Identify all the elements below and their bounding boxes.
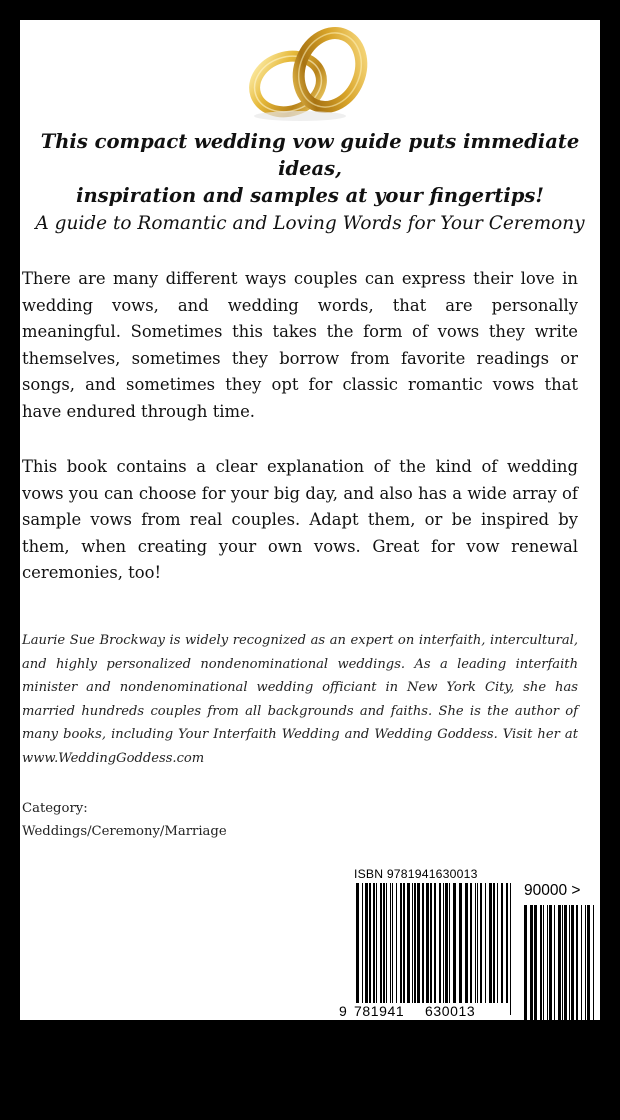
barcode-bar bbox=[414, 883, 416, 1003]
cover-subtitle: A guide to Romantic and Loving Words for Your Ceremony bbox=[35, 213, 585, 234]
barcode-bar bbox=[386, 883, 387, 1003]
barcode-bar bbox=[530, 905, 533, 1020]
barcode-bar bbox=[465, 883, 468, 1003]
barcode-bar bbox=[581, 905, 582, 1020]
barcode-bar bbox=[569, 905, 570, 1020]
barcode-bar bbox=[396, 883, 397, 1003]
barcode-bar bbox=[412, 883, 413, 1003]
barcode-bar bbox=[510, 883, 511, 1015]
barcode-bar bbox=[543, 905, 544, 1020]
category-label: Category: bbox=[22, 801, 88, 816]
barcode-bar bbox=[497, 883, 498, 1003]
barcode-bar bbox=[558, 905, 561, 1020]
barcode-bar bbox=[380, 883, 382, 1003]
barcode-bar bbox=[403, 883, 405, 1003]
tagline-line-1: This compact wedding vow guide puts immediate ideas, bbox=[40, 130, 580, 180]
barcode-bar bbox=[459, 883, 462, 1003]
barcode-bar bbox=[400, 883, 402, 1003]
barcode-digit-first: 9 bbox=[339, 1003, 347, 1019]
barcode-bar bbox=[430, 883, 432, 1003]
author-bio: Laurie Sue Brockway is widely recognized as an expert on interfaith, intercultural, and highly personalized nondenominational weddings. As a leading interfaith minister and nondenominational wedding officiant in New York City, she has married hundreds couples from all backgrounds and faiths. She is the author of many books, including Your Interfaith Wedding and Wedding Goddess. Visit her at www.WeddingGoddess.com bbox=[22, 633, 578, 766]
barcode-bar bbox=[493, 883, 495, 1003]
barcode-bar bbox=[489, 883, 492, 1003]
barcode-bar bbox=[562, 905, 563, 1020]
barcode-bar bbox=[365, 883, 368, 1015]
barcode-bar bbox=[449, 883, 450, 1003]
barcode-bar bbox=[587, 905, 590, 1020]
barcode-bar bbox=[426, 883, 429, 1003]
barcode-bar bbox=[422, 883, 424, 1003]
description-paragraph-1: There are many different ways couples can express their love in wedding vows, and wedding words, that are personally meaningful. Sometimes this takes the form of vows they write themselves, sometimes they borrow from favorite readings or songs, and sometimes they opt for classic romantic vows that have endured through time. bbox=[22, 269, 578, 421]
barcode-bar bbox=[571, 905, 574, 1020]
barcode-bar bbox=[576, 905, 578, 1020]
barcode-bar bbox=[392, 883, 393, 1003]
barcode-bar bbox=[443, 883, 444, 1003]
barcode-bar bbox=[373, 883, 375, 1003]
back-cover bbox=[20, 20, 600, 1020]
barcode-bar bbox=[407, 883, 410, 1003]
barcode-bar bbox=[549, 905, 552, 1020]
wedding-rings-icon bbox=[238, 22, 382, 126]
barcode-bar bbox=[445, 883, 448, 1003]
barcode-bar bbox=[390, 883, 391, 1003]
barcode-bar bbox=[554, 905, 555, 1020]
barcode-bar bbox=[585, 905, 586, 1020]
cover-tagline bbox=[20, 128, 600, 209]
barcode-bar bbox=[383, 883, 385, 1003]
barcode-bar bbox=[434, 883, 436, 1003]
barcode-bar bbox=[564, 905, 567, 1020]
barcode-bar bbox=[417, 883, 420, 1003]
barcode-bar bbox=[453, 883, 456, 1003]
barcode-bar bbox=[369, 883, 371, 1003]
description-paragraph-2: This book contains a clear explanation of the kind of wedding vows you can choose for your big day, and also has a wide array of sample vows from real couples. Adapt them, or be inspired by them, when creating your own vows. Great for vow renewal ceremonies, too! bbox=[22, 457, 578, 582]
barcode-digit-group-1: 781941 bbox=[354, 1003, 405, 1019]
barcode-bar bbox=[534, 905, 537, 1020]
price-code: 90000 > bbox=[524, 882, 581, 899]
barcode-bar bbox=[362, 883, 363, 1015]
barcode-bar bbox=[470, 883, 472, 1003]
barcode-bar bbox=[475, 883, 476, 1003]
barcode-bar bbox=[376, 883, 377, 1003]
barcode-bar bbox=[356, 883, 359, 1015]
barcode-bar bbox=[501, 883, 503, 1003]
barcode-digit-group-2: 630013 bbox=[425, 1003, 476, 1019]
barcode-bar bbox=[485, 883, 486, 1003]
barcode-bar bbox=[524, 905, 527, 1020]
barcode-bar bbox=[506, 883, 508, 1003]
isbn-label: ISBN 9781941630013 bbox=[354, 867, 478, 881]
category-block bbox=[22, 797, 227, 843]
barcode-bar bbox=[593, 905, 594, 1020]
barcode-bar bbox=[540, 905, 542, 1020]
category-value: Weddings/Ceremony/Marriage bbox=[22, 824, 227, 839]
tagline-line-2: inspiration and samples at your fingertips! bbox=[76, 184, 544, 207]
barcode-bar bbox=[480, 883, 482, 1003]
barcode-bar bbox=[477, 883, 478, 1003]
barcode-bar bbox=[547, 905, 548, 1020]
barcode-bar bbox=[439, 883, 441, 1003]
